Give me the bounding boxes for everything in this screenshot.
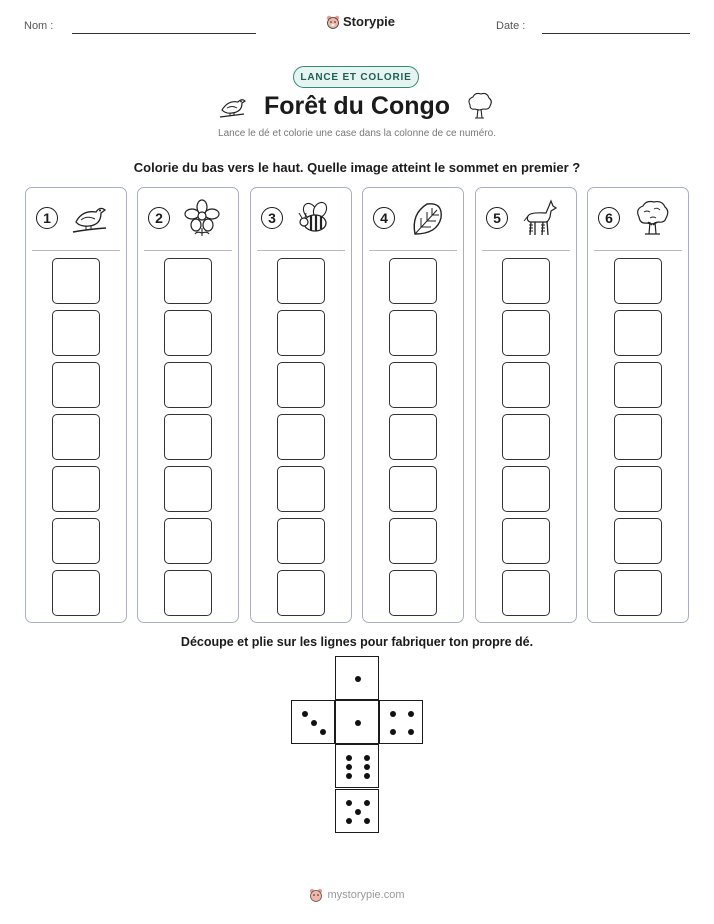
color-box[interactable] — [52, 570, 100, 616]
color-box[interactable] — [502, 570, 550, 616]
column-number: 4 — [373, 207, 395, 229]
column-1 — [25, 187, 127, 623]
color-box[interactable] — [277, 362, 325, 408]
color-box[interactable] — [52, 362, 100, 408]
leaf-icon — [407, 198, 447, 238]
tree-icon — [464, 91, 494, 121]
brand-name: Storypie — [343, 14, 396, 29]
instruction: Colorie du bas vers le haut. Quelle image atteint le sommet en premier ? — [133, 160, 581, 175]
bear-icon — [309, 888, 323, 902]
dice-face-5 — [335, 789, 379, 833]
dice-pip — [390, 729, 396, 735]
dice-pip — [364, 800, 370, 806]
bird-icon — [70, 198, 110, 238]
color-box[interactable] — [502, 310, 550, 356]
column-number: 5 — [486, 207, 508, 229]
color-box[interactable] — [164, 310, 212, 356]
color-box[interactable] — [502, 466, 550, 512]
dice-pip — [346, 773, 352, 779]
dice-instruction: Découpe et plie sur les lignes pour fabriquer ton propre dé. — [180, 635, 534, 649]
color-box[interactable] — [52, 258, 100, 304]
dice-face-6 — [335, 744, 379, 788]
dice-pip — [311, 720, 317, 726]
color-box[interactable] — [52, 466, 100, 512]
date-label: Date : — [496, 20, 526, 32]
column-divider — [144, 250, 232, 251]
dice-pip — [346, 818, 352, 824]
column-number: 6 — [598, 207, 620, 229]
color-box[interactable] — [502, 362, 550, 408]
color-box[interactable] — [614, 310, 662, 356]
dice-face-4 — [379, 700, 423, 744]
dice-pip — [355, 809, 361, 815]
column-number: 1 — [36, 207, 58, 229]
brand-logo — [326, 14, 395, 29]
dice-pip — [364, 773, 370, 779]
tree-icon — [632, 198, 672, 238]
column-divider — [482, 250, 570, 251]
color-box[interactable] — [614, 414, 662, 460]
dice-pip — [364, 764, 370, 770]
dice-face-1 — [335, 700, 379, 744]
column-divider — [594, 250, 682, 251]
color-box[interactable] — [277, 310, 325, 356]
dice-pip — [355, 720, 361, 726]
color-box[interactable] — [389, 362, 437, 408]
color-box[interactable] — [389, 570, 437, 616]
color-box[interactable] — [389, 310, 437, 356]
color-box[interactable] — [614, 518, 662, 564]
color-box[interactable] — [52, 414, 100, 460]
color-box[interactable] — [164, 518, 212, 564]
dice-pip — [346, 755, 352, 761]
activity-badge: LANCE ET COLORIE — [293, 66, 419, 88]
date-line — [542, 33, 690, 34]
color-box[interactable] — [502, 518, 550, 564]
color-box[interactable] — [389, 258, 437, 304]
color-box[interactable] — [389, 414, 437, 460]
column-number: 3 — [261, 207, 283, 229]
color-box[interactable] — [277, 570, 325, 616]
bee-icon — [295, 198, 335, 238]
column-divider — [32, 250, 120, 251]
dice-face-1 — [335, 656, 379, 700]
subtitle: Lance le dé et colorie une case dans la colonne de ce numéro. — [218, 128, 496, 139]
column-2 — [137, 187, 239, 623]
color-box[interactable] — [164, 414, 212, 460]
dice-pip — [408, 711, 414, 717]
dice-pip — [346, 764, 352, 770]
color-box[interactable] — [164, 570, 212, 616]
color-box[interactable] — [277, 258, 325, 304]
color-box[interactable] — [277, 466, 325, 512]
page-title: Forêt du Congo — [263, 92, 451, 120]
dice-pip — [320, 729, 326, 735]
flower-icon — [182, 198, 222, 238]
dice-pip — [346, 800, 352, 806]
column-6 — [587, 187, 689, 623]
color-box[interactable] — [502, 414, 550, 460]
dice-pip — [390, 711, 396, 717]
column-3 — [250, 187, 352, 623]
column-4 — [362, 187, 464, 623]
bear-icon — [326, 15, 340, 29]
color-box[interactable] — [614, 570, 662, 616]
dice-pip — [408, 729, 414, 735]
footer-url[interactable]: mystorypie.com — [327, 889, 405, 901]
color-box[interactable] — [164, 362, 212, 408]
color-box[interactable] — [164, 466, 212, 512]
color-box[interactable] — [52, 310, 100, 356]
dice-pip — [302, 711, 308, 717]
column-divider — [369, 250, 457, 251]
name-label: Nom : — [24, 20, 54, 32]
dice-pip — [355, 676, 361, 682]
color-box[interactable] — [389, 466, 437, 512]
color-box[interactable] — [614, 362, 662, 408]
dice-pip — [364, 818, 370, 824]
color-box[interactable] — [614, 258, 662, 304]
name-line — [72, 33, 256, 34]
okapi-icon — [520, 198, 560, 238]
footer — [0, 888, 714, 902]
color-box[interactable] — [277, 518, 325, 564]
color-box[interactable] — [502, 258, 550, 304]
column-number: 2 — [148, 207, 170, 229]
color-box[interactable] — [614, 466, 662, 512]
color-box[interactable] — [52, 518, 100, 564]
color-box[interactable] — [389, 518, 437, 564]
dice-pip — [364, 755, 370, 761]
column-divider — [257, 250, 345, 251]
color-box[interactable] — [277, 414, 325, 460]
dice-face-3 — [291, 700, 335, 744]
color-box[interactable] — [164, 258, 212, 304]
column-5 — [475, 187, 577, 623]
